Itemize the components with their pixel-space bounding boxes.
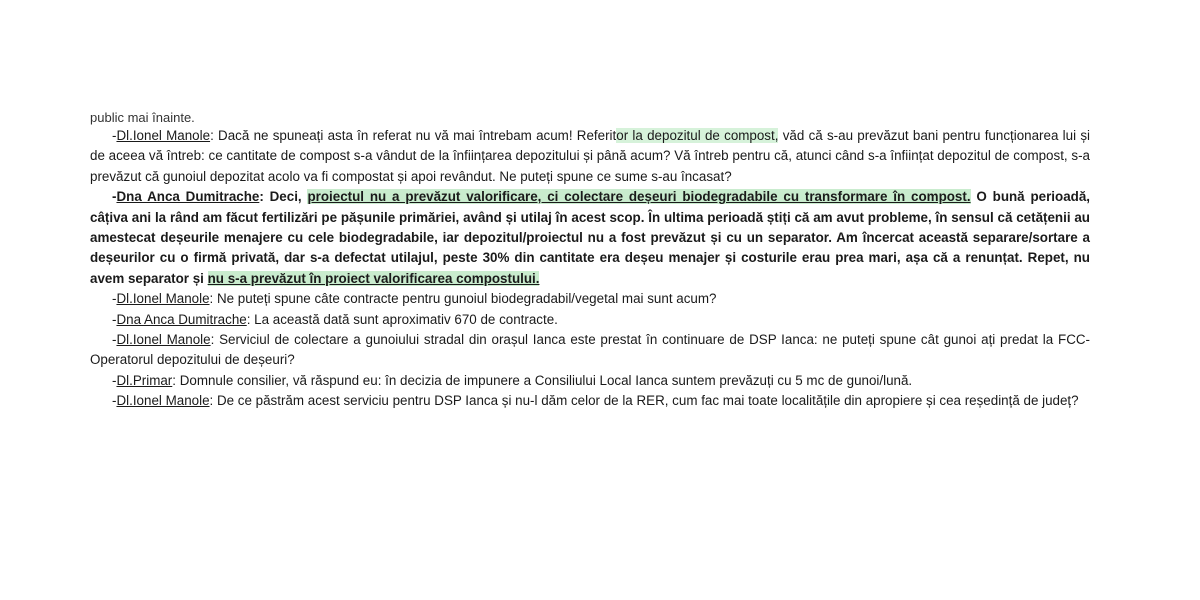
speaker-name: Dl.Ionel Manole (116, 393, 210, 409)
paragraph-text: O bună perioadă, câțiva ani la rând am făcut fertilizări pe pășunile primăriei, având și utilaj în acest scop. În ultima perioadă știți că am avut probleme, în sensul că cetățenii au amestecat deșeurile menajere cu cele biodegradabile, iar depozitul/proiectul nu a fost prevăzut și cu un separator. Am încercat această separare/sortare a deșeurilor cu o firmă privată, dar s-a defectat utilajul, peste 30% din cantitate era deșeu menajer și costurile erau prea mari, așa că a renunțat. Repet, nu avem separator și (90, 189, 1090, 286)
paragraph-4: -Dna Anca Dumitrache: La această dată sunt aproximativ 670 de contracte. (112, 311, 558, 327)
speaker-name: Dl.Ionel Manole (116, 332, 211, 348)
speaker-name: Dna Anca Dumitrache (116, 189, 260, 205)
speaker-name: Dl.Ionel Manole (116, 291, 210, 307)
paragraph-3: -Dl.Ionel Manole: Ne puteți spune câte contracte pentru gunoiul biodegradabil/vegetal mai sunt acum? (112, 291, 717, 307)
paragraph-text: : De ce păstrăm acest serviciu pentru DSP Ianca și nu-l dăm celor de la RER, cum fac mai toate localitățile din apropiere și cea reședință de județ? (209, 393, 1079, 409)
paragraph-6: -Dl.Primar: Domnule consilier, vă răspund eu: în decizia de impunere a Consiliului Local Ianca suntem prevăzuți cu 5 mc de gunoi/lună. (112, 372, 913, 388)
paragraph-text: : Serviciul de colectare a gunoiului stradal din orașul Ianca este prestat în continuare de DSP Ianca: ne puteți spune cât gunoi ați predat la FCC-Operatorul depozitului de deșeuri? (90, 332, 1090, 368)
paragraph-text: : Deci, (259, 189, 308, 205)
paragraph-text: : La această dată sunt aproximativ 670 de contracte. (246, 311, 558, 327)
paragraph-2: -Dna Anca Dumitrache: Deci, proiectul nu a prevăzut valorificare, ci colectare deșeuri biodegradabile cu transformare în compost. O bună perioadă, câțiva ani la rând am făcut fertilizări pe pășunile primăriei, având și utilaj în acest scop. În ultima perioadă știți că am avut probleme, în sensul că cetățenii au amestecat deșeurile menajere cu cele biodegradabile, iar depozitul/proiectul nu a fost prevăzut și cu un separator. Am încercat această separare/sortare a deșeurilor cu o firmă privată, dar s-a defectat utilajul, peste 30% din cantitate era deșeu menajer și costurile erau prea mari, așa că a renunțat. Repet, nu avem separator și nu s-a prevăzut în proiect valorificarea compostului. (90, 189, 1090, 286)
cut-off-text: public mai înainte. (90, 110, 195, 125)
document-body (90, 110, 1090, 412)
speaker-name: Dl.Primar (116, 372, 173, 388)
cut-off-line (90, 110, 1090, 128)
speaker-name: Dna Anca Dumitrache (116, 311, 247, 327)
highlighted-text: nu s-a prevăzut în proiect valorificarea compostului. (207, 270, 540, 286)
speaker-name: Dl.Ionel Manole (116, 128, 211, 143)
paragraph-5: -Dl.Ionel Manole: Serviciul de colectare a gunoiului stradal din orașul Ianca este prestat în continuare de DSP Ianca: ne puteți spune cât gunoi ați predat la FCC-Operatorul depozitului de deșeuri? (90, 332, 1090, 368)
paragraph-7: -Dl.Ionel Manole: De ce păstrăm acest serviciu pentru DSP Ianca și nu-l dăm celor de la RER, cum fac mai toate localitățile din apropiere și cea reședință de județ? (112, 393, 1079, 409)
paragraph-text: văd că s-au prevăzut bani pentru funcționarea lui și de aceea vă întreb: ce cantitate de compost s-a vândut de la înființarea depozitului și până acum? Vă întreb pentru că, atunci când s-a înființat depozitul de compost, s-a prevăzut că gunoiul depozitat acolo va fi compostat și apoi revândut. Ne puteți spune ce sume s-au încasat? (90, 128, 1090, 184)
highlighted-text: proiectul nu a prevăzut valorificare, ci colectare deșeuri biodegradabile cu transformare în compost. (307, 189, 971, 205)
paragraph-text: : Domnule consilier, vă răspund eu: în decizia de impunere a Consiliului Local Ianca suntem prevăzuți cu 5 mc de gunoi/lună. (172, 372, 913, 388)
highlighted-text: or la depozitul de compost, (616, 128, 779, 143)
paragraph-1: -Dl.Ionel Manole: Dacă ne spuneați asta în referat nu vă mai întrebam acum! Referitor la depozitul de compost, văd că s-au prevăzut bani pentru funcționarea lui și de aceea vă întreb: ce cantitate de compost s-a vândut de la înființarea depozitului și până acum? Vă întreb pentru că, atunci când s-a înființat depozitul de compost, s-a prevăzut că gunoiul depozitat acolo va fi compostat și apoi revândut. Ne puteți spune ce sume s-au încasat? (90, 128, 1090, 184)
paragraph-text: : Dacă ne spuneați asta în referat nu vă mai întrebam acum! Referit (210, 128, 617, 143)
paragraph-text: : Ne puteți spune câte contracte pentru gunoiul biodegradabil/vegetal mai sunt acum? (209, 291, 717, 307)
